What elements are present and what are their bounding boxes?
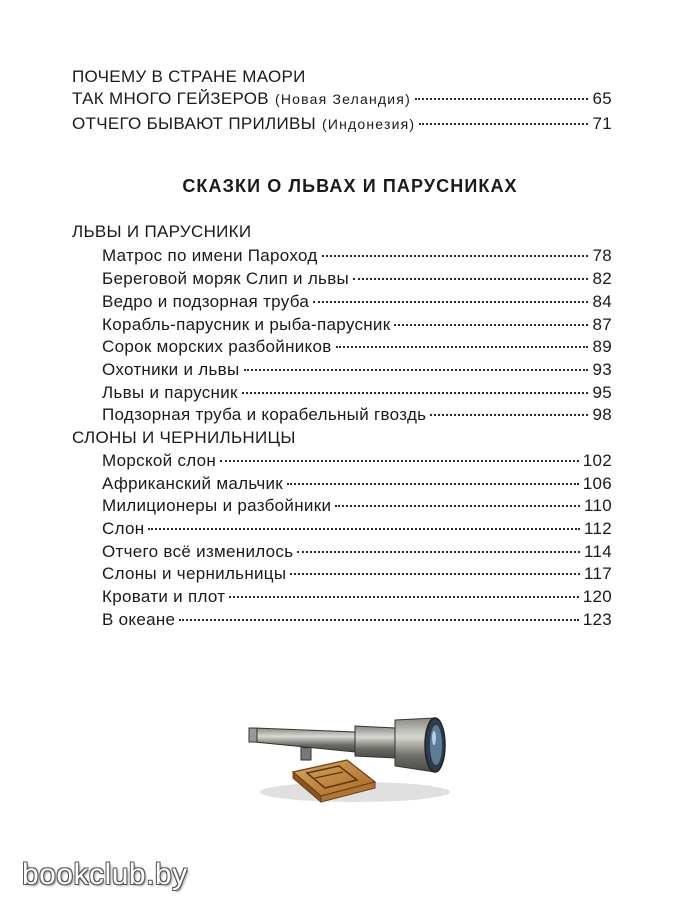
toc-page-number: 98 (592, 405, 612, 424)
dot-leader (220, 460, 579, 462)
toc-entry-title: Сорок морских разбойников (102, 337, 332, 356)
toc-entry-title: ТАК МНОГО ГЕЙЗЕРОВ (72, 89, 269, 108)
toc-page-number: 87 (592, 315, 612, 334)
toc-page-number: 112 (583, 519, 612, 538)
dot-leader (336, 346, 589, 348)
dot-leader (287, 483, 579, 485)
toc-page-number: 102 (582, 451, 612, 470)
watermark: bookclub.by (22, 858, 188, 891)
toc-entry-title: Слон (102, 519, 145, 538)
toc-page-number: 93 (592, 360, 612, 379)
toc-entry-note: (Новая Зеландия) (274, 91, 411, 107)
toc-entry[interactable] (102, 245, 612, 267)
toc-entry-maori[interactable] (72, 88, 612, 110)
toc-entry-title: Корабль-парусник и рыба-парусник (102, 315, 391, 334)
toc-entry[interactable] (102, 268, 612, 290)
toc-entry-title: Подзорная труба и корабельный гвоздь (102, 405, 427, 424)
toc-page-number: 110 (583, 496, 612, 515)
toc-entry[interactable] (102, 314, 612, 336)
toc-page-number: 123 (582, 610, 612, 629)
toc-entry-title: Милиционеры и разбойники (102, 496, 332, 515)
dot-leader (415, 98, 589, 100)
toc-entry-title: Львы и парусник (102, 383, 238, 402)
dot-leader (430, 414, 588, 416)
dot-leader (179, 619, 578, 621)
toc-page-number: 95 (592, 383, 612, 402)
toc-entry[interactable] (102, 518, 612, 540)
toc-entry-title: Кровати и плот (102, 587, 226, 606)
toc-page-number: 82 (592, 269, 612, 288)
toc-entry-tides[interactable] (72, 113, 612, 135)
spyglass-illustration (235, 700, 465, 810)
toc-page-number: 120 (582, 587, 612, 606)
dot-leader (322, 255, 589, 257)
toc-entry-maori-line1: ПОЧЕМУ В СТРАНЕ МАОРИ (72, 67, 306, 86)
toc-page-number: 89 (592, 337, 612, 356)
dot-leader (229, 596, 578, 598)
toc-page-number: 71 (592, 114, 612, 133)
toc-entry-title: ОТЧЕГО БЫВАЮТ ПРИЛИВЫ (72, 114, 316, 133)
toc-entry-title: Отчего всё изменилось (102, 542, 294, 561)
toc-entry-title: Африканский мальчик (102, 474, 284, 493)
toc-entry-title: Матрос по имени Пароход (102, 246, 318, 265)
dot-leader (290, 573, 580, 575)
toc-entry-title: Береговой моряк Слип и львы (102, 269, 350, 288)
toc-page-number: 114 (583, 542, 612, 561)
toc-entry[interactable] (102, 609, 612, 631)
dot-leader (244, 369, 589, 371)
toc-entry[interactable] (102, 336, 612, 358)
toc-page-number: 117 (583, 564, 612, 583)
group-title-lions: ЛЬВЫ И ПАРУСНИКИ (72, 222, 252, 241)
toc-entry[interactable] (102, 291, 612, 313)
toc-page-number: 106 (582, 474, 612, 493)
toc-entry[interactable] (102, 586, 612, 608)
toc-entry-title: Слоны и чернильницы (102, 564, 287, 583)
group-title-elephants: СЛОНЫ И ЧЕРНИЛЬНИЦЫ (72, 428, 296, 447)
toc-page-number: 65 (592, 89, 612, 108)
toc-entry[interactable] (102, 495, 612, 517)
toc-page-number: 84 (592, 292, 612, 311)
toc-entry[interactable] (102, 541, 612, 563)
dot-leader (419, 123, 588, 125)
toc-entry[interactable] (102, 563, 612, 585)
dot-leader (353, 278, 588, 280)
dot-leader (394, 324, 588, 326)
toc-entry-note: (Индонезия) (321, 116, 416, 132)
dot-leader (313, 301, 588, 303)
dot-leader (335, 505, 580, 507)
dot-leader (297, 551, 580, 553)
toc-entry-title: Ведро и подзорная труба (102, 292, 310, 311)
toc-entry[interactable] (102, 404, 612, 426)
toc-entry[interactable] (102, 382, 612, 404)
toc-entry[interactable] (102, 359, 612, 381)
toc-entry[interactable] (102, 450, 612, 472)
dot-leader (242, 392, 589, 394)
toc-entry-title: Охотники и львы (102, 360, 240, 379)
toc-entry[interactable] (102, 473, 612, 495)
section-title: СКАЗКИ О ЛЬВАХ И ПАРУСНИКАХ (182, 176, 518, 196)
toc-entry-title: В океане (102, 610, 176, 629)
toc-entry-title: Морской слон (102, 451, 217, 470)
toc-page-number: 78 (592, 246, 612, 265)
dot-leader (148, 528, 580, 530)
